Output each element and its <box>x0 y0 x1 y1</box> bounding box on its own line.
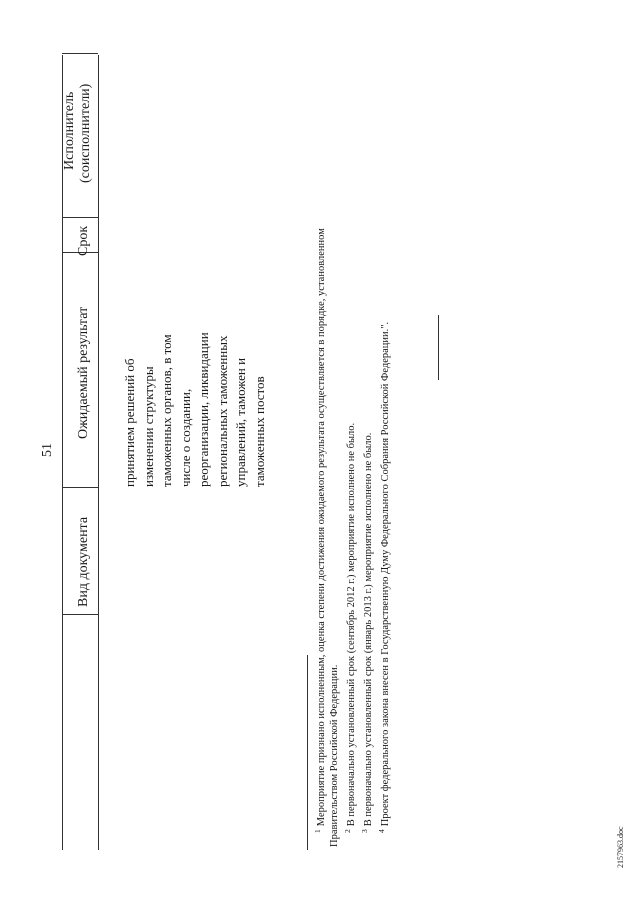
cell-line: таможенных органов, в том <box>159 334 174 487</box>
cell-line: числе о создании, <box>177 388 193 487</box>
expected-result-cell <box>121 297 269 487</box>
footnote-mark: 4 <box>377 829 386 833</box>
header-deadline: Срок <box>76 225 91 256</box>
header-executor-note: (соисполнители) <box>78 83 93 183</box>
page-number: 51 <box>40 443 55 457</box>
cell-line: таможенных постов <box>251 376 267 487</box>
result-separator-line <box>438 315 439 380</box>
footnote-mark: 2 <box>343 829 352 833</box>
footnote: Правительством Российской Федерации. <box>329 664 340 847</box>
footnote-mark: 1 <box>313 829 322 833</box>
header-document-type: Вид документа <box>76 516 91 607</box>
column-divider <box>62 614 98 615</box>
footnotes <box>311 228 392 847</box>
cell-line: реорганизации, ликвидации <box>196 332 211 487</box>
footnote: $^4$Проект федерального закона внесен в Государственную Думу Федерального Собрания Российской Федерации.". <box>377 321 391 833</box>
table-top-border <box>62 55 63 850</box>
footnote: $^3$В первоначально установленный срок (январь 2013 г.) мероприятие исполнено не было. <box>360 432 374 833</box>
header-executor: Исполнитель <box>62 91 77 170</box>
footnote: $^1$Мероприятие признано исполненным, оценка степени достижения ожидаемого результата осуществляется в порядке, установленном <box>313 228 327 833</box>
column-divider <box>62 53 98 54</box>
cell-line: управлений, таможен и <box>233 357 248 487</box>
column-divider <box>62 487 98 488</box>
cell-line: принятием решений об <box>122 358 137 487</box>
footnote-mark: 3 <box>360 829 369 833</box>
file-id: 2157963.doc <box>616 826 625 868</box>
footnote-separator <box>307 655 308 850</box>
column-divider <box>62 217 98 218</box>
footnote: $^2$В первоначально установленный срок (сентябрь 2012 г.) мероприятие исполнено не было. <box>343 422 357 833</box>
cell-line: изменении структуры <box>140 366 156 487</box>
cell-line: региональных таможенных <box>214 335 230 487</box>
header-expected-result: Ожидаемый результат <box>76 306 91 439</box>
table-header-bottom-border <box>98 55 99 850</box>
